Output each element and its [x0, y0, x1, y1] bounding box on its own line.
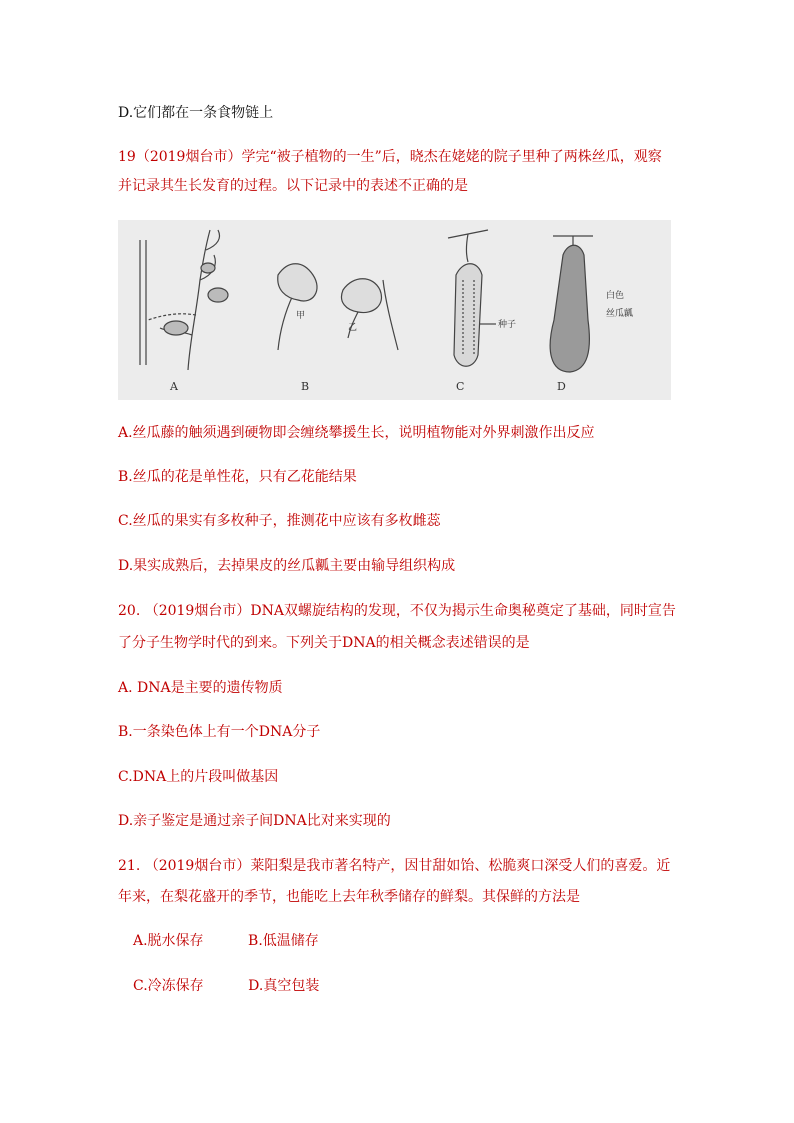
q20-option-b: B.一条染色体上有一个DNA分子: [118, 724, 321, 740]
q21-options-ab: A.脱水保存 B.低温储存: [133, 933, 319, 949]
panel-b-flowers: [278, 264, 398, 350]
q20-option-c: C.DNA上的片段叫做基因: [118, 769, 279, 785]
q21-options-cd: C.冷冻保存 D.真空包装: [133, 978, 320, 994]
q20-stem-line1: 20. （2019烟台市）DNA双螺旋结构的发现，不仅为揭示生命奥秘奠定了基础，同时宣告: [118, 603, 676, 619]
q20-option-a: A. DNA是主要的遗传物质: [118, 680, 283, 696]
pulp-label-line2: 丝瓜瓤: [606, 309, 634, 319]
panel-a-vine: [140, 230, 228, 370]
q19-option-c: C.丝瓜的果实有多枚种子，推测花中应该有多枚雌蕊: [118, 513, 441, 529]
q20-option-d: D.亲子鉴定是通过亲子间DNA比对来实现的: [118, 813, 391, 829]
q19-option-a: A.丝瓜藤的触须遇到硬物即会缠绕攀援生长，说明植物能对外界刺激作出反应: [118, 425, 595, 441]
panel-label-a: A: [170, 380, 178, 393]
panel-c-fruit: [448, 230, 496, 366]
q19-stem-line1: 19（2019烟台市）学完“被子植物的一生”后，晓杰在姥姥的院子里种了两株丝瓜，观察: [118, 149, 662, 165]
seed-label: 种子: [498, 320, 517, 330]
q18-option-d: D.它们都在一条食物链上: [118, 105, 274, 121]
q19-stem-line2: 并记录其生长发育的过程。以下记录中的表述不正确的是: [118, 178, 468, 194]
flower-label-jia: 甲: [296, 311, 306, 321]
q20-stem-line2: 了分子生物学时代的到来。下列关于DNA的相关概念表述错误的是: [118, 635, 530, 651]
loofah-figure: [118, 220, 671, 400]
panel-label-c: C: [456, 380, 465, 393]
q19-option-d: D.果实成熟后，去掉果皮的丝瓜瓤主要由输导组织构成: [118, 558, 456, 574]
loofah-illustration: [118, 220, 671, 400]
pulp-label-line1: 白色: [606, 291, 625, 301]
flower-label-yi: 乙: [348, 323, 358, 333]
panel-label-d: D: [557, 380, 566, 393]
q21-stem-line2: 年来，在梨花盛开的季节，也能吃上去年秋季储存的鲜梨。其保鲜的方法是: [118, 889, 580, 905]
q19-option-b: B.丝瓜的花是单性花，只有乙花能结果: [118, 469, 357, 485]
panel-d-sponge: [550, 236, 593, 372]
q21-stem-line1: 21. （2019烟台市）莱阳梨是我市著名特产，因甘甜如饴、松脆爽口深受人们的喜爱。近: [118, 858, 671, 874]
panel-label-b: B: [301, 380, 310, 393]
